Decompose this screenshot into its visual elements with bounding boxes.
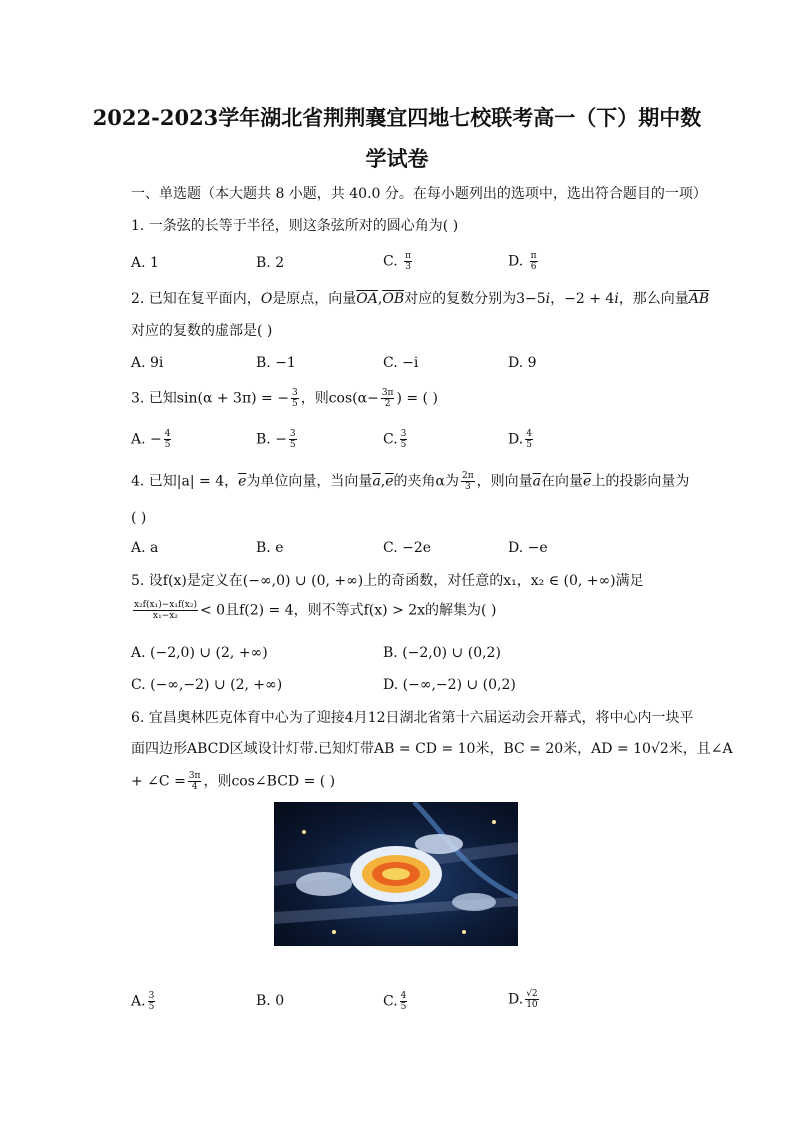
- q4-option-c: C. −2e: [383, 540, 432, 556]
- q1-c-fraction: $\frac{\pi}{3}$: [405, 251, 412, 272]
- q2-option-b: B. −1: [256, 355, 296, 371]
- q2-option-c: C. −i: [383, 355, 419, 371]
- q6-option-b: B. 0: [256, 993, 285, 1009]
- q4-option-a: A. a: [131, 540, 159, 556]
- q5-option-d: D. (−∞,−2) ∪ (0,2): [383, 677, 516, 693]
- q1-d-fraction: $\frac{\pi}{6}$: [530, 251, 537, 272]
- question-5-stem-line2: $\frac{\text{x₂f(x₁)−x₁f(x₂)}}{\text{x₁−x₂}}$ < 0且f(2) = 4，则不等式f(x) > 2x的解集为( ): [134, 600, 497, 621]
- q3-c-fraction: $\frac{3}{5}$: [400, 429, 407, 450]
- q3-option-d: D. $\frac{4}{5}$: [508, 429, 532, 450]
- exam-title-line1: 2022-2023学年湖北省荆荆襄宜四地七校联考高一（下）期中数: [92, 105, 702, 130]
- q4-option-b: B. e: [256, 540, 284, 556]
- q2-option-a: A. 9i: [131, 355, 164, 371]
- q1-option-a: A. 1: [131, 255, 159, 271]
- q6-c-fraction: $\frac{4}{5}$: [400, 991, 407, 1012]
- q4-fraction: $\frac{2\pi}{3}$: [462, 471, 474, 492]
- q6-option-d: D. $\frac{√2}{10}$: [508, 989, 538, 1010]
- question-5-stem: 5. 设f(x)是定义在(−∞,0) ∪ (0, +∞)上的奇函数，对任意的x₁，x₂ ∈ (0, +∞)满足: [131, 573, 644, 589]
- q5-option-c: C. (−∞,−2) ∪ (2, +∞): [131, 677, 283, 693]
- q1-option-b: B. 2: [256, 255, 285, 271]
- question-4-stem: 4. 已知|a| = 4，$\overline{e}$为单位向量，当向量$\overline{a},\overline{e}$的夹角α为 $\frac{2\pi}{3}$ ，则向量$\overline{a}$在向量$\overline{e}$上的投影向量为: [131, 471, 690, 492]
- question-3-stem: 3. 已知sin(α + 3π) = − $\frac{3}{5}$ ，则cos(α− $\frac{3\pi}{2}$ ) = ( ): [131, 388, 438, 409]
- stadium-photo: [274, 802, 518, 946]
- q3-a-fraction: $\frac{4}{5}$: [164, 429, 171, 450]
- stadium-illustration: [274, 802, 518, 946]
- q6-a-fraction: $\frac{3}{5}$: [148, 991, 155, 1012]
- q3-d-fraction: $\frac{4}{5}$: [526, 429, 532, 450]
- question-6-stem: 6. 宜昌奥林匹克体育中心为了迎接4月12日湖北省第十六届运动会开幕式，将中心内一块平: [131, 710, 694, 726]
- q3-b-fraction: $\frac{3}{5}$: [289, 429, 296, 450]
- question-6-stem-line3: + ∠C = $\frac{3\pi}{4}$ ，则cos∠BCD = ( ): [131, 771, 336, 792]
- q5-fraction: $\frac{\text{x₂f(x₁)−x₁f(x₂)}}{\text{x₁−x₂}}$: [134, 600, 197, 621]
- q3-option-a: A. − $\frac{4}{5}$: [131, 429, 171, 450]
- q1-option-d: D. $\frac{\pi}{6}$: [508, 251, 537, 272]
- q6-d-fraction: $\frac{√2}{10}$: [526, 989, 538, 1010]
- question-6-stem-line2: 面四边形ABCD区域设计灯带.已知灯带AB = CD = 10米，BC = 20米，AD = 10√2米，且∠A: [131, 741, 733, 757]
- q3-frac-1: $\frac{3}{5}$: [291, 388, 298, 409]
- question-2-stem: 2. 已知在复平面内，O是原点，向量$\overline{OA},\overline{OB}$对应的复数分别为3−5i，−2 + 4i，那么向量$\overline{AB}$: [131, 291, 710, 307]
- section-header: 一、单选题（本大题共 8 小题，共 40.0 分。在每小题列出的选项中，选出符合题目的一项）: [131, 186, 707, 202]
- q5-option-a: A. (−2,0) ∪ (2, +∞): [131, 645, 268, 661]
- exam-title-line2: 学试卷: [365, 146, 429, 171]
- q6-option-a: A. $\frac{3}{5}$: [131, 991, 155, 1012]
- question-1-stem: 1. 一条弦的长等于半径，则这条弦所对的圆心角为( ): [131, 218, 459, 234]
- q3-option-b: B. − $\frac{3}{5}$: [256, 429, 296, 450]
- q3-frac-2: $\frac{3\pi}{2}$: [381, 388, 394, 409]
- q6-fraction: $\frac{3\pi}{4}$: [188, 771, 201, 792]
- q4-option-d: D. −e: [508, 540, 548, 556]
- q5-option-b: B. (−2,0) ∪ (0,2): [383, 645, 501, 661]
- q3-option-c: C. $\frac{3}{5}$: [383, 429, 407, 450]
- q1-option-c: C. $\frac{\pi}{3}$: [383, 251, 412, 272]
- question-2-stem-line2: 对应的复数的虚部是( ): [131, 323, 273, 339]
- question-4-stem-line2: ( ): [131, 510, 147, 526]
- q6-option-c: C. $\frac{4}{5}$: [383, 991, 407, 1012]
- q2-option-d: D. 9: [508, 355, 537, 371]
